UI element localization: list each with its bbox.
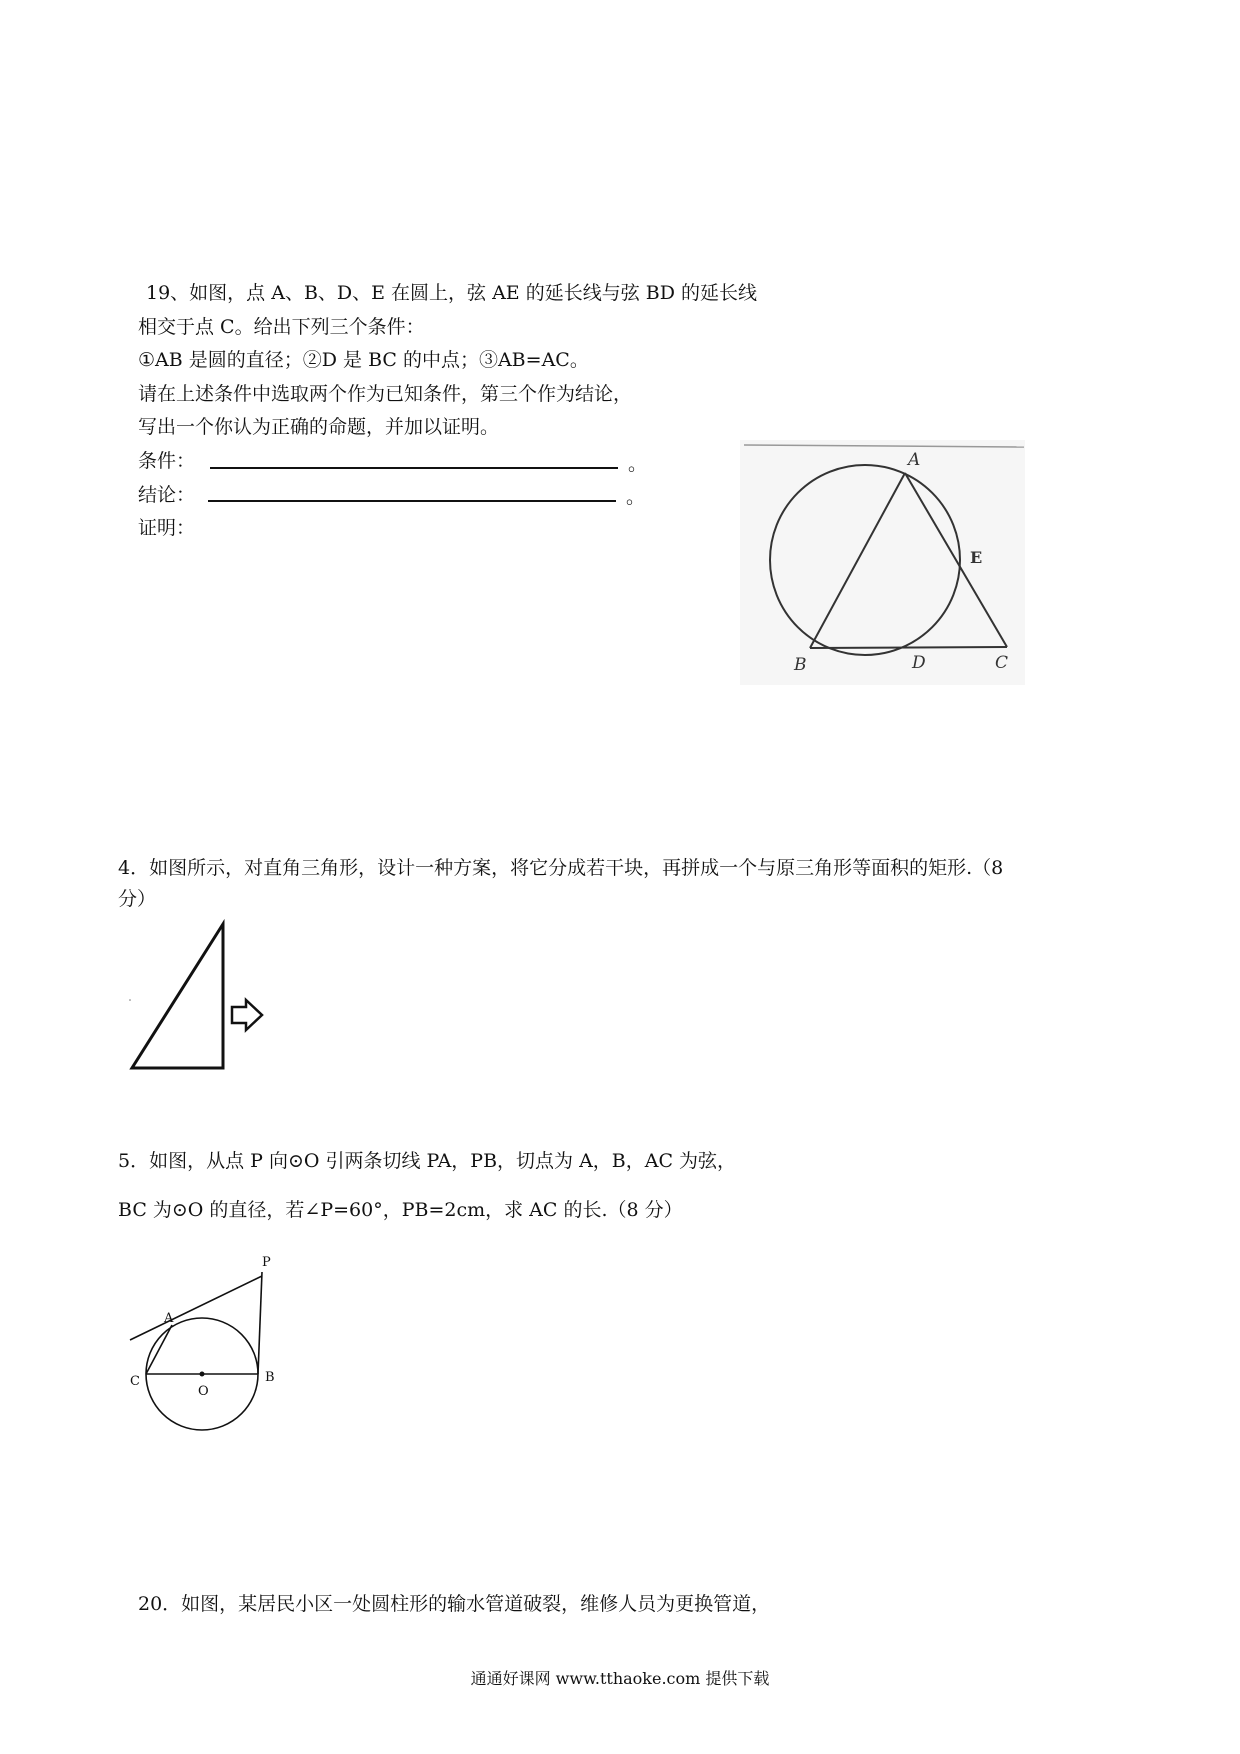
chord-AC [146, 1325, 172, 1374]
label-A: A [164, 1311, 174, 1326]
q19-line-1: 19、如图，点 A、B、D、E 在圆上，弦 AE 的延长线与弦 BD 的延长线 [146, 282, 757, 304]
label-B: B [265, 1370, 275, 1385]
q5-tangent-circle-figure [120, 1250, 290, 1450]
q19-condition-label: 条件： [138, 450, 196, 472]
segment-BC [810, 647, 1007, 648]
label-O: O [198, 1384, 209, 1399]
q19-conclusion-blank [208, 500, 616, 502]
q19-circle-triangle-figure [740, 440, 1025, 685]
q19-conclusion-label: 结论： [138, 484, 196, 506]
q19-line-2: 相交于点 C。给出下列三个条件： [138, 316, 425, 338]
scan-speck [129, 999, 131, 1001]
q5-line-2: BC 为⊙O 的直径，若∠P=60°，PB=2cm，求 AC 的长.（8 分） [118, 1199, 683, 1221]
q19-condition-end-mark: 。 [628, 453, 648, 475]
q19-line-3: ①AB 是圆的直径；②D 是 BC 的中点；③AB=AC。 [138, 349, 589, 371]
label-A: A [908, 450, 921, 470]
label-D: D [912, 653, 926, 673]
q19-proof-label: 证明： [138, 517, 196, 539]
right-triangle [132, 924, 223, 1068]
tangent-PA [130, 1276, 262, 1340]
q19-conclusion-end-mark: 。 [626, 486, 646, 508]
page-footer: 通通好课网 www.tthaoke.com 提供下载 [470, 1669, 770, 1688]
q4-line-1: 4．如图所示，对直角三角形，设计一种方案，将它分成若干块，再拼成一个与原三角形等面积的矩形.（8 [118, 857, 1004, 879]
q5-line-1: 5．如图，从点 P 向⊙O 引两条切线 PA，PB，切点为 A，B，AC 为弦， [118, 1150, 737, 1172]
q19-line-5: 写出一个你认为正确的命题，并加以证明。 [138, 416, 500, 438]
label-C: C [995, 653, 1009, 673]
label-E: E [970, 548, 983, 567]
label-C: C [130, 1374, 140, 1389]
arrow-right-icon [232, 1000, 262, 1030]
q20-line-1: 20．如图，某居民小区一处圆柱形的输水管道破裂，维修人员为更换管道， [138, 1593, 771, 1615]
q4-right-triangle-figure [120, 915, 280, 1075]
tangent-PB [258, 1272, 262, 1374]
q4-line-2: 分） [118, 888, 157, 910]
q19-line-4: 请在上述条件中选取两个作为已知条件，第三个作为结论， [138, 383, 633, 405]
label-P: P [262, 1255, 271, 1270]
center-point-O [200, 1372, 205, 1377]
q19-condition-blank [210, 467, 618, 469]
label-B: B [794, 655, 807, 675]
